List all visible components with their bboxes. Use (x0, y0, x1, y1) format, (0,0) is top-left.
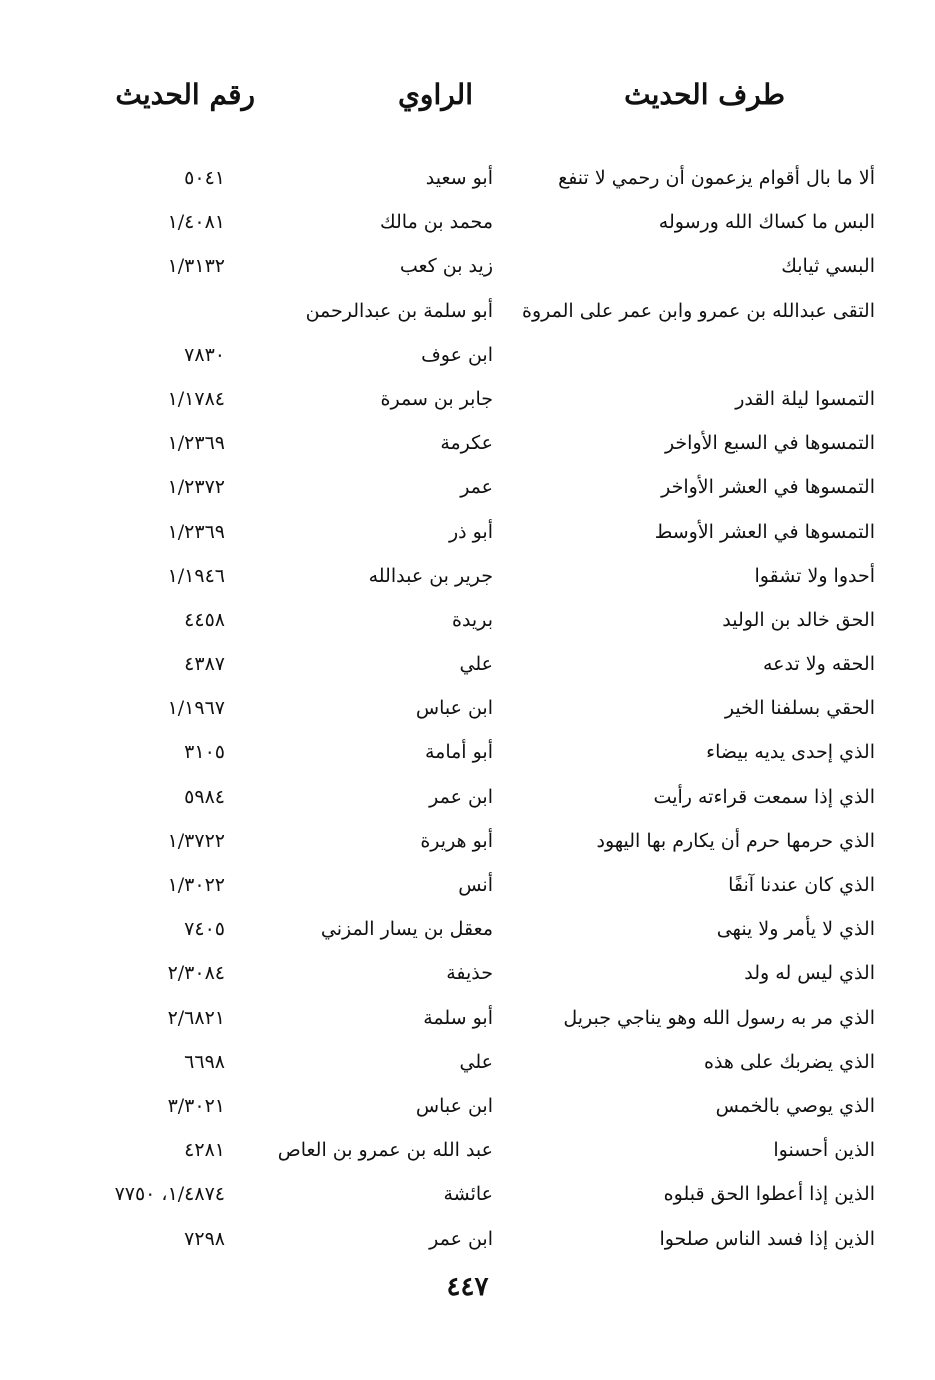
table-row (0, 1221, 935, 1265)
narrator-cell: معقل بن يسار المزني (320, 918, 493, 941)
table-row (0, 779, 935, 823)
table-row (0, 1044, 935, 1088)
narrator-cell: أبو سعيد (425, 167, 493, 189)
narrator-cell: ابن عمر (429, 785, 493, 808)
hadith-start-cell: الذين أحسنوا (773, 1139, 875, 1162)
hadith-number-cell: ٥٠٤١ (184, 167, 225, 189)
hadith-start-cell: الحق خالد بن الوليد (722, 608, 875, 631)
hadith-number-cell: ٧٢٩٨ (184, 1227, 225, 1250)
table-header (0, 78, 935, 118)
hadith-number-cell: ٤٢٨١ (184, 1139, 225, 1162)
narrator-cell: أنس (458, 874, 493, 896)
table-row (0, 955, 935, 999)
hadith-number-cell: ١/٤٨٧٤، ٧٧٥٠ (114, 1183, 225, 1206)
hadith-number-cell: ١/٤٠٨١ (167, 211, 225, 234)
hadith-number-cell: ١/١٩٤٦ (167, 564, 225, 587)
hadith-start-cell: ألا ما بال أقوام يزعمون أن رحمي لا تنفع (558, 167, 875, 189)
hadith-start-cell: الذين إذا فسد الناس صلحوا (659, 1227, 875, 1250)
table-row (0, 867, 935, 911)
page-number: ٤٤٧ (446, 1272, 489, 1302)
hadith-start-cell: الذي مر به رسول الله وهو يناجي جبريل (563, 1006, 875, 1029)
narrator-cell: أبو سلمة بن عبدالرحمن (305, 299, 493, 322)
hadith-number-cell: ١/٣١٣٢ (167, 255, 225, 278)
hadith-start-cell: البسي ثيابك (781, 255, 875, 278)
narrator-cell: عائشة (443, 1183, 493, 1206)
hadith-number-cell: ٢/٦٨٢١ (167, 1006, 225, 1029)
narrator-cell: جابر بن سمرة (380, 387, 493, 410)
table-row (0, 425, 935, 469)
hadith-number-cell: ١/٢٣٦٩ (167, 520, 225, 543)
table-row (0, 558, 935, 602)
narrator-cell: ابن عباس (415, 697, 493, 720)
hadith-start-cell: الحقي بسلفنا الخير (724, 697, 875, 720)
hadith-number-cell: ٢/٣٠٨٤ (167, 962, 225, 985)
hadith-start-cell: الذي يوصي بالخمس (715, 1094, 875, 1117)
hadith-number-cell: ١/٣٠٢٢ (167, 874, 225, 896)
narrator-cell: عمر (460, 476, 493, 499)
table-row (0, 381, 935, 425)
table-row (0, 469, 935, 513)
hadith-number-cell: ٧٨٣٠ (184, 343, 225, 366)
table-row (0, 602, 935, 646)
hadith-start-cell: الحقه ولا تدعه (762, 653, 875, 676)
hadith-number-cell: ١/٣٧٢٢ (167, 829, 225, 852)
narrator-cell: جرير بن عبدالله (368, 564, 493, 587)
hadith-start-cell: الذي كان عندنا آنفًا (728, 874, 875, 896)
table-row (0, 1088, 935, 1132)
narrator-cell: عكرمة (440, 432, 493, 455)
header-narrator: الراوي (398, 78, 473, 111)
header-hadith-start: طرف الحديث (624, 78, 785, 111)
hadith-number-cell: ٤٣٨٧ (184, 653, 225, 676)
table-row (0, 1132, 935, 1176)
hadith-number-cell: ٦٦٩٨ (184, 1050, 225, 1073)
narrator-cell: زيد بن كعب (399, 255, 493, 278)
table-row (0, 911, 935, 955)
table-row (0, 734, 935, 778)
narrator-cell: بريدة (452, 608, 493, 631)
hadith-start-cell: التمسوها في العشر الأوسط (654, 520, 875, 543)
narrator-cell: أبو ذر (448, 520, 493, 543)
hadith-start-cell: البس ما كساك الله ورسوله (658, 211, 875, 234)
table-row (0, 690, 935, 734)
table-row (0, 514, 935, 558)
hadith-number-cell: ٧٤٠٥ (184, 918, 225, 941)
narrator-cell: محمد بن مالك (380, 211, 493, 234)
hadith-start-cell: الذي يضربك على هذه (704, 1050, 875, 1073)
narrator-cell: أبو أمامة (424, 741, 493, 764)
table-row (0, 823, 935, 867)
table-row (0, 248, 935, 292)
narrator-cell: أبو هريرة (420, 829, 493, 852)
table-row (0, 646, 935, 690)
table-row (0, 160, 935, 204)
narrator-cell: ابن عمر (429, 1227, 493, 1250)
narrator-cell: علي (459, 653, 493, 676)
narrator-cell: ابن عوف (421, 343, 493, 366)
hadith-start-cell: التمسوها في العشر الأواخر (661, 476, 875, 499)
hadith-index-table (0, 160, 935, 1265)
narrator-cell: أبو سلمة (423, 1006, 493, 1029)
narrator-cell: حذيفة (446, 962, 493, 985)
table-row (0, 204, 935, 248)
hadith-start-cell: التمسوا ليلة القدر (735, 387, 875, 410)
hadith-number-cell: ٥٩٨٤ (184, 785, 225, 808)
table-row (0, 1176, 935, 1220)
table-row (0, 1000, 935, 1044)
hadith-number-cell: ١/١٧٨٤ (167, 387, 225, 410)
hadith-number-cell: ٤٤٥٨ (184, 608, 225, 631)
hadith-number-cell: ٣١٠٥ (184, 741, 225, 764)
table-row (0, 337, 935, 381)
hadith-start-cell: الذين إذا أعطوا الحق قبلوه (663, 1183, 875, 1206)
header-hadith-number: رقم الحديث (115, 78, 255, 111)
hadith-number-cell: ١/٢٣٦٩ (167, 432, 225, 455)
hadith-number-cell: ٣/٣٠٢١ (167, 1094, 225, 1117)
narrator-cell: علي (459, 1050, 493, 1073)
hadith-number-cell: ١/١٩٦٧ (167, 697, 225, 720)
narrator-cell: ابن عباس (415, 1094, 493, 1117)
hadith-start-cell: الذي حرمها حرم أن يكارم بها اليهود (596, 829, 875, 852)
hadith-start-cell: الذي ليس له ولد (744, 962, 875, 985)
hadith-start-cell: الذي إذا سمعت قراءته رأيت (653, 785, 875, 808)
hadith-number-cell: ١/٢٣٧٢ (167, 476, 225, 499)
hadith-start-cell: التمسوها في السبع الأواخر (664, 432, 875, 455)
hadith-start-cell: أحدوا ولا تشقوا (754, 564, 875, 587)
table-row (0, 293, 935, 337)
hadith-start-cell: التقى عبدالله بن عمرو وابن عمر على المروة (522, 299, 875, 322)
narrator-cell: عبد الله بن عمرو بن العاص (277, 1139, 493, 1162)
hadith-start-cell: الذي إحدى يديه بيضاء (706, 741, 875, 764)
hadith-start-cell: الذي لا يأمر ولا ينهى (716, 918, 875, 941)
